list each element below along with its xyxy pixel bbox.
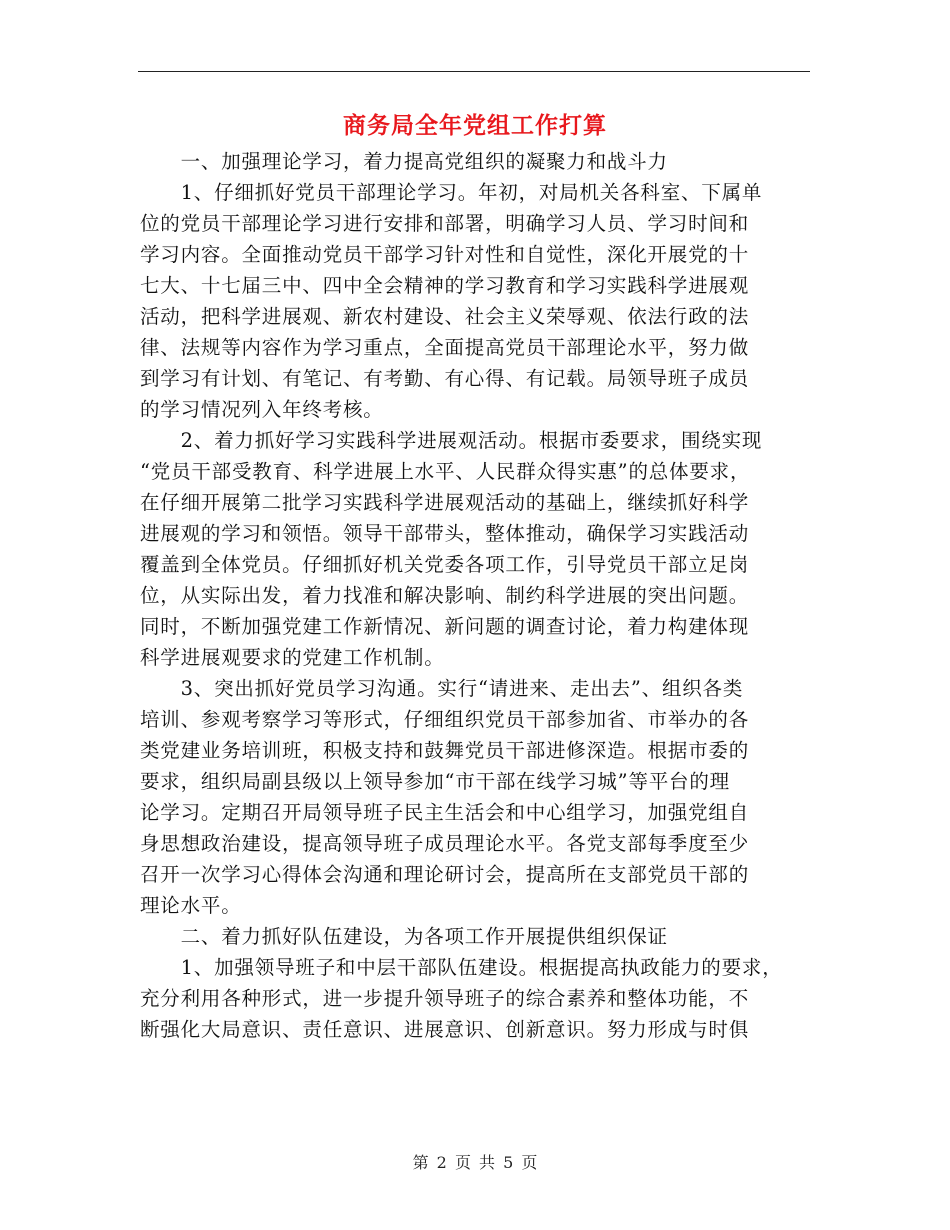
body-line: 论学习。定期召开局领导班子民主生活会和中心组学习，加强党组自 [140, 801, 750, 824]
body-line: 充分利用各种形式，进一步提升领导班子的综合素养和整体功能，不 [140, 987, 750, 1010]
body-line: 律、法规等内容作为学习重点，全面提高党员干部理论水平，努力做 [140, 336, 750, 359]
body-line: 断强化大局意识、责任意识、进展意识、创新意识。努力形成与时俱 [140, 1018, 750, 1041]
body-line: 进展观的学习和领悟。领导干部带头，整体推动，确保学习实践活动 [140, 522, 750, 545]
body-line: 一、加强理论学习，着力提高党组织的凝聚力和战斗力 [140, 150, 668, 173]
body-line: 到学习有计划、有笔记、有考勤、有心得、有记载。局领导班子成员 [140, 367, 750, 390]
body-line: 要求，组织局副县级以上领导参加“市干部在线学习城”等平台的理 [140, 770, 730, 793]
body-line: 科学进展观要求的党建工作机制。 [140, 646, 445, 669]
body-line: 七大、十七届三中、四中全会精神的学习教育和学习实践科学进展观 [140, 274, 750, 297]
body-line: 理论水平。 [140, 894, 242, 917]
body-line: 二、着力抓好队伍建设，为各项工作开展提供组织保证 [140, 925, 668, 948]
body-line: 身思想政治建设，提高领导班子成员理论水平。各党支部每季度至少 [140, 832, 750, 855]
document-title: 商务局全年党组工作打算 [343, 113, 607, 139]
body-line: 2、着力抓好学习实践科学进展观活动。根据市委要求，围绕实现 [140, 429, 763, 452]
body-line: 召开一次学习心得体会沟通和理论研讨会，提高所在支部党员干部的 [140, 863, 750, 886]
body-line: 1、加强领导班子和中层干部队伍建设。根据提高执政能力的要求， [140, 956, 783, 979]
body-line: 位，从实际出发，着力找准和解决影响、制约科学进展的突出问题。 [140, 584, 750, 607]
body-line: 类党建业务培训班，积极支持和鼓舞党员干部进修深造。根据市委的 [140, 739, 750, 762]
body-line: 同时，不断加强党建工作新情况、新问题的调查讨论，着力构建体现 [140, 615, 750, 638]
body-line: 3、突出抓好党员学习沟通。实行“请进来、走出去”、组织各类 [140, 677, 744, 700]
body-line: 在仔细开展第二批学习实践科学进展观活动的基础上，继续抓好科学 [140, 491, 750, 514]
body-line: 覆盖到全体党员。仔细抓好机关党委各项工作，引导党员干部立足岗 [140, 553, 750, 576]
header-rule [138, 71, 810, 72]
page-number: 第 2 页 共 5 页 [412, 1153, 538, 1172]
body-line: 的学习情况列入年终考核。 [140, 398, 384, 421]
body-line: 学习内容。全面推动党员干部学习针对性和自觉性，深化开展党的十 [140, 243, 750, 266]
body-line: 培训、参观考察学习等形式，仔细组织党员干部参加省、市举办的各 [140, 708, 750, 731]
document-body [140, 146, 816, 1045]
body-line: 活动，把科学进展观、新农村建设、社会主义荣辱观、依法行政的法 [140, 305, 750, 328]
body-line: “党员干部受教育、科学进展上水平、人民群众得实惠”的总体要求， [140, 460, 751, 483]
body-line: 位的党员干部理论学习进行安排和部署，明确学习人员、学习时间和 [140, 212, 750, 235]
body-line: 1、仔细抓好党员干部理论学习。年初，对局机关各科室、下属单 [140, 181, 763, 204]
